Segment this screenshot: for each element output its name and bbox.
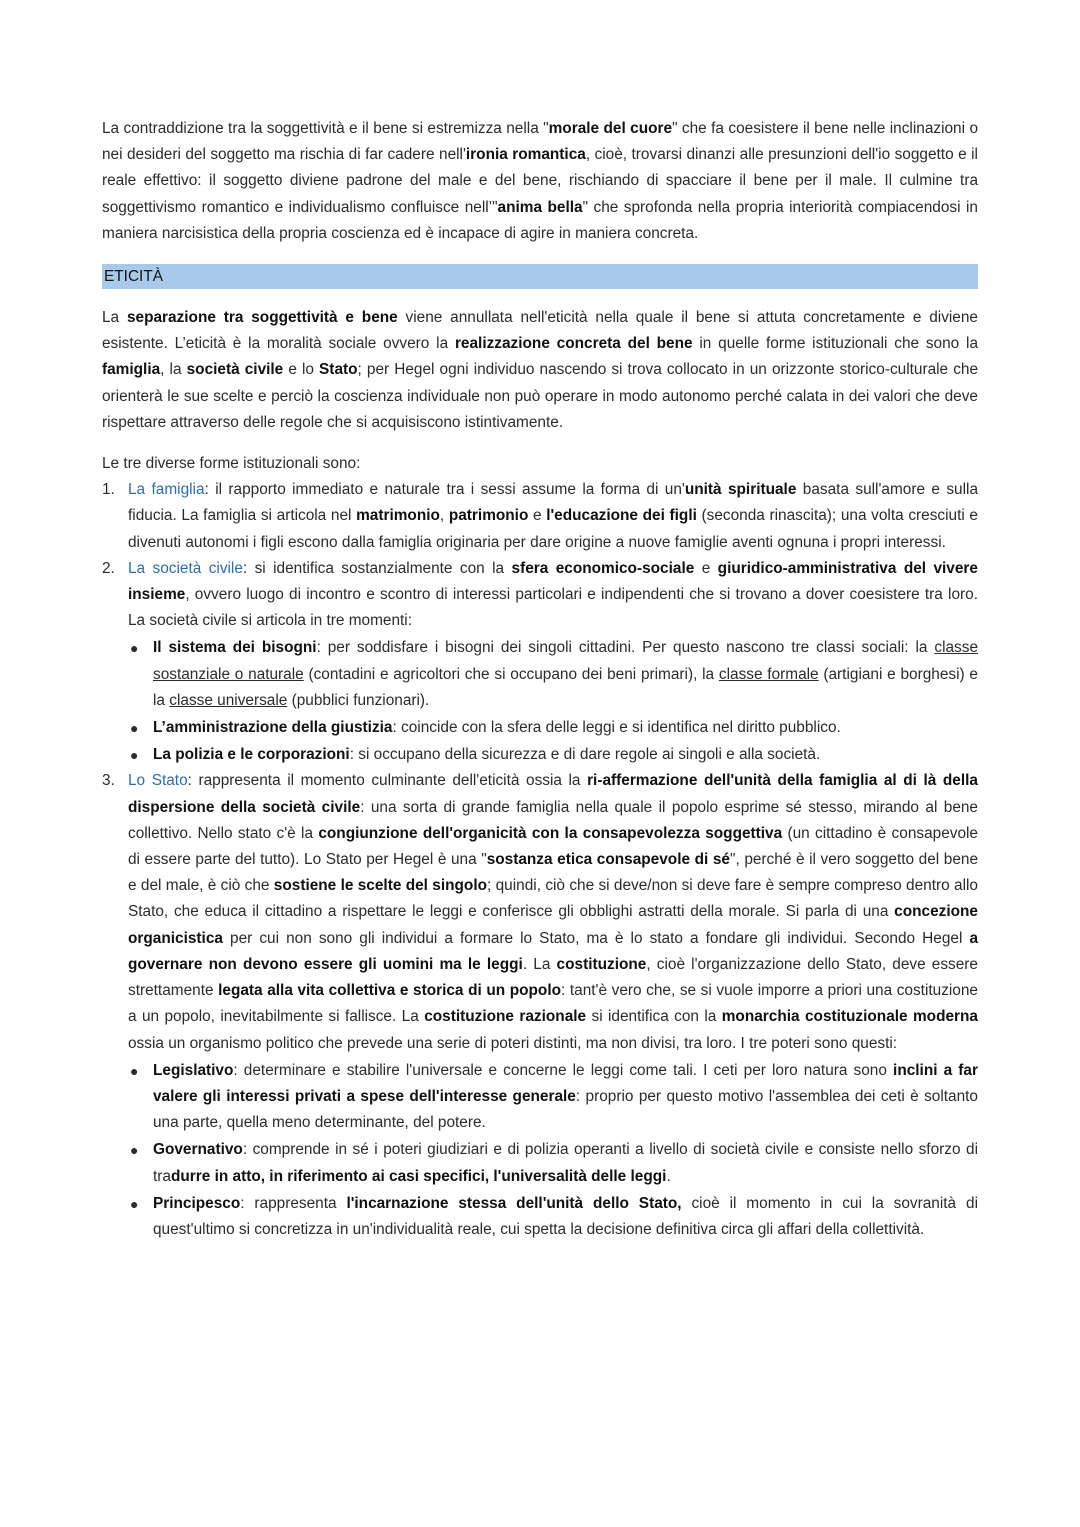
bold-text: Principesco — [153, 1194, 241, 1212]
bold-text: separazione tra soggettività e bene — [126, 309, 398, 327]
bullet-icon: ● — [130, 1195, 139, 1212]
text-run: : una sorta di grande famiglia nella quale il popolo esprime sé stesso, mirando al bene collettivo. Nello stato c'è la — [128, 798, 978, 842]
text-run: , cioè, trovarsi dinanzi alle presunzioni dell'io soggetto e il reale effettivo: il soggetto diviene padrone del male e del bene, rischiando di spacciare il bene per il male. Il culmine tra soggettivismo romantico e individualismo confluisce nell’" — [102, 146, 978, 216]
text-run: ; quindi, ciò che si deve/non si deve fare è sempre compreso dentro allo Stato, che educa il cittadino a rispettare le leggi e conferisce gli obblighi astratti della morale. Si parla di una — [128, 877, 978, 921]
item-title: La famiglia — [128, 481, 205, 499]
text-run: (un cittadino è consapevole di essere parte del tutto). Lo Stato per Hegel è una " — [128, 824, 978, 869]
sub-list-item — [128, 715, 978, 741]
bold-text: l'incarnazione stessa dell'unità dello Stato, — [346, 1194, 682, 1212]
bullet-icon: ● — [130, 1142, 139, 1159]
text-run: (seconda rinascita); una volta cresciuti e divenuti autonomi i figli escono dalla famiglia originaria per dare origine a nuove famiglie aventi ognuna i propri interessi. — [128, 507, 978, 551]
sub-list — [128, 635, 978, 768]
sub-list-item — [128, 1191, 978, 1243]
text-run: per cui non sono gli individui a formare lo Stato, ma è lo stato a fondare gli individui. Secondo Hegel — [222, 929, 970, 947]
text-run: (artigiani e borghesi) e la — [153, 665, 978, 709]
list-item — [102, 477, 978, 556]
item-title: La società civile — [128, 559, 243, 577]
bold-text: morale del cuore — [548, 120, 673, 137]
sub-list-item-text — [153, 742, 978, 768]
text-run: si identifica con la — [586, 1008, 722, 1026]
list-number: 3. — [102, 772, 115, 790]
text-run: cioè il momento in cui la sovranità di quest'ultimo si concretizza in un'individualità reale, cui spetta la decisione definitiva circa gli affari della collettività. — [153, 1194, 978, 1238]
text-run: e — [528, 507, 547, 525]
sub-list-item — [128, 1058, 978, 1137]
text-run: e — [694, 559, 718, 577]
bold-text: inclini a far valere gli interessi privati a spese dell'interesse generale — [153, 1061, 978, 1105]
text-run: : si identifica sostanzialmente con la — [242, 559, 512, 577]
list-item — [102, 556, 978, 769]
bold-text: legata alla vita collettiva e storica di un popolo — [218, 982, 562, 1000]
text-run: La — [102, 309, 127, 327]
text-run: (contadini e agricoltori che si occupano dei beni primari), la — [303, 665, 719, 683]
text-run: ossia un organismo politico che prevede una serie di poteri distinti, ma non divisi, tra loro. I tre poteri sono questi: — [128, 1034, 898, 1052]
bold-text: sostanza etica consapevole di sé — [486, 851, 730, 869]
sub-list-item-text — [153, 1058, 978, 1137]
list-item — [102, 768, 978, 1243]
text-run: (pubblici funzionari). — [287, 691, 430, 709]
bold-text: ironia romantica — [465, 146, 586, 164]
text-run: in quelle forme istituzionali che sono la — [692, 335, 979, 353]
bold-text: famiglia — [102, 361, 161, 379]
bold-text: costituzione — [556, 955, 647, 973]
text-run: " che sprofonda nella propria interiorità compiacendosi in maniera narcisistica della propria coscienza ed è incapace di agire in maniera concreta. — [102, 198, 978, 242]
bold-text: matrimonio — [356, 507, 440, 525]
bold-text: realizzazione concreta del bene — [454, 335, 693, 353]
text-run: , la — [160, 361, 187, 379]
sub-list-item-text — [153, 635, 978, 714]
text-run: . La — [522, 955, 557, 973]
bold-text: costituzione razionale — [424, 1008, 587, 1026]
bullet-icon: ● — [130, 1062, 139, 1079]
sub-list-item-text — [153, 1191, 978, 1243]
list-item-text — [128, 477, 978, 556]
list-number: 1. — [102, 481, 115, 499]
text-run: : si occupano della sicurezza e di dare regole ai singoli e alla società. — [349, 746, 821, 764]
bold-text: ri-affermazione dell'unità della famiglia al di là della dispersione della società civile — [128, 772, 978, 816]
list-item-text — [128, 768, 978, 1056]
bold-text: durre in atto, in riferimento ai casi specifici, l'universalità delle leggi — [170, 1167, 667, 1185]
bold-text: giuridico-amministrativa del vivere insieme — [128, 559, 978, 604]
text-run: : comprende in sé i poteri giudiziari e di polizia operanti a livello di società civile e consiste nello sforzo di tra — [153, 1141, 978, 1185]
bullet-icon: ● — [130, 747, 139, 764]
text-run: : coincide con la sfera delle leggi e si identifica nel diritto pubblico. — [392, 719, 841, 737]
text-run: viene annullata nell'eticità nella quale il bene si attuta concretamente e diviene esistente. L’eticità è la moralità sociale ovvero la — [102, 309, 978, 353]
sub-list-item — [128, 742, 978, 768]
bold-text: La polizia e le corporazioni — [153, 746, 350, 764]
bold-text: patrimonio — [448, 507, 529, 525]
bullet-icon: ● — [130, 640, 139, 657]
sub-list-item — [128, 635, 978, 714]
bold-text: sfera economico-sociale — [511, 559, 695, 577]
bold-text: a governare non devono essere gli uomini ma le leggi — [128, 929, 978, 973]
underlined-text: classe formale — [718, 665, 819, 683]
bold-text: concezione organicistica — [128, 903, 978, 947]
bold-text: sostiene le scelte del singolo — [273, 877, 488, 895]
eticita-paragraph — [102, 305, 978, 436]
bold-text: monarchia costituzionale moderna — [721, 1008, 978, 1026]
intro-paragraph — [102, 116, 978, 247]
text-run: . — [666, 1167, 671, 1185]
sub-list-item — [128, 1137, 978, 1189]
bullet-icon: ● — [130, 720, 139, 737]
sub-list-item-text — [153, 1137, 978, 1189]
list-number: 2. — [102, 559, 115, 577]
bold-text: Stato — [319, 361, 358, 379]
text-run: : proprio per questo motivo l'assemblea dei ceti è soltanto una parte, quella meno determinante, del potere. — [153, 1087, 978, 1132]
item-title: Lo Stato — [128, 772, 188, 790]
sub-list — [128, 1058, 978, 1243]
text-run: : tant'è vero che, se si vuole imporre a priori una costituzione a un popolo, inevitabilmente si fallisce. La — [128, 982, 978, 1026]
list-intro: Le tre diverse forme istituzionali sono: — [102, 455, 361, 473]
bold-text: Il sistema dei bisogni — [153, 639, 317, 657]
text-run: , cioè l'organizzazione dello Stato, deve essere strettamente — [128, 955, 978, 1000]
bold-text: Governativo — [153, 1141, 243, 1159]
underlined-text: classe universale — [169, 691, 288, 709]
text-run: : determinare e stabilire l'universale e concerne le leggi come tali. I ceti per loro natura sono — [233, 1061, 894, 1079]
bold-text: Legislativo — [153, 1061, 234, 1079]
text-run: La contraddizione tra la soggettività e il bene si estremizza nella " — [102, 120, 549, 137]
text-run: e lo — [283, 361, 320, 379]
institutional-forms-list — [102, 477, 978, 1243]
text-run: ; per Hegel ogni individuo nascendo si trova collocato in un orizzonte storico-culturale che orienterà le sue scelte e perciò la coscienza individuale non può operare in modo autonomo perché calata in dei valori che deve rispettare attraverso delle regole che si acquisiscono istintivamente. — [102, 361, 979, 431]
section-heading: ETICITÀ — [102, 264, 978, 289]
text-run: ", perché è il vero soggetto del bene e del male, è ciò che — [128, 851, 978, 895]
text-run: : per soddisfare i bisogni dei singoli cittadini. Per questo nascono tre classi sociali: la — [316, 639, 935, 657]
bold-text: società civile — [186, 361, 284, 379]
bold-text: l'educazione dei figli — [546, 507, 697, 525]
bold-text: congiunzione dell'organicità con la consapevolezza soggettiva — [318, 824, 783, 842]
text-run: : rappresenta il momento culminante dell'eticità ossia la — [187, 772, 588, 790]
text-run: , ovvero luogo di incontro e scontro di interessi particolari e indipendenti che si trovano a dover coesistere tra loro. La società civile si articola in tre momenti: — [128, 586, 978, 630]
document-page — [102, 116, 978, 1243]
text-run: : il rapporto immediato e naturale tra i sessi assume la forma di un' — [204, 481, 685, 499]
bold-text: L’amministrazione della giustizia — [153, 719, 393, 737]
bold-text: anima bella — [497, 198, 583, 216]
text-run: , — [439, 507, 449, 525]
list-item-text — [128, 556, 978, 635]
underlined-text: classe sostanziale o naturale — [153, 639, 978, 683]
bold-text: unità spirituale — [684, 481, 797, 499]
text-run: basata sull'amore e sulla fiducia. La famiglia si articola nel — [128, 481, 979, 525]
text-run: : rappresenta — [240, 1194, 347, 1212]
sub-list-item-text — [153, 715, 978, 741]
text-run: " che fa coesistere il bene nelle inclinazioni o nei desideri del soggetto ma rischia di far cadere nell' — [102, 120, 979, 164]
